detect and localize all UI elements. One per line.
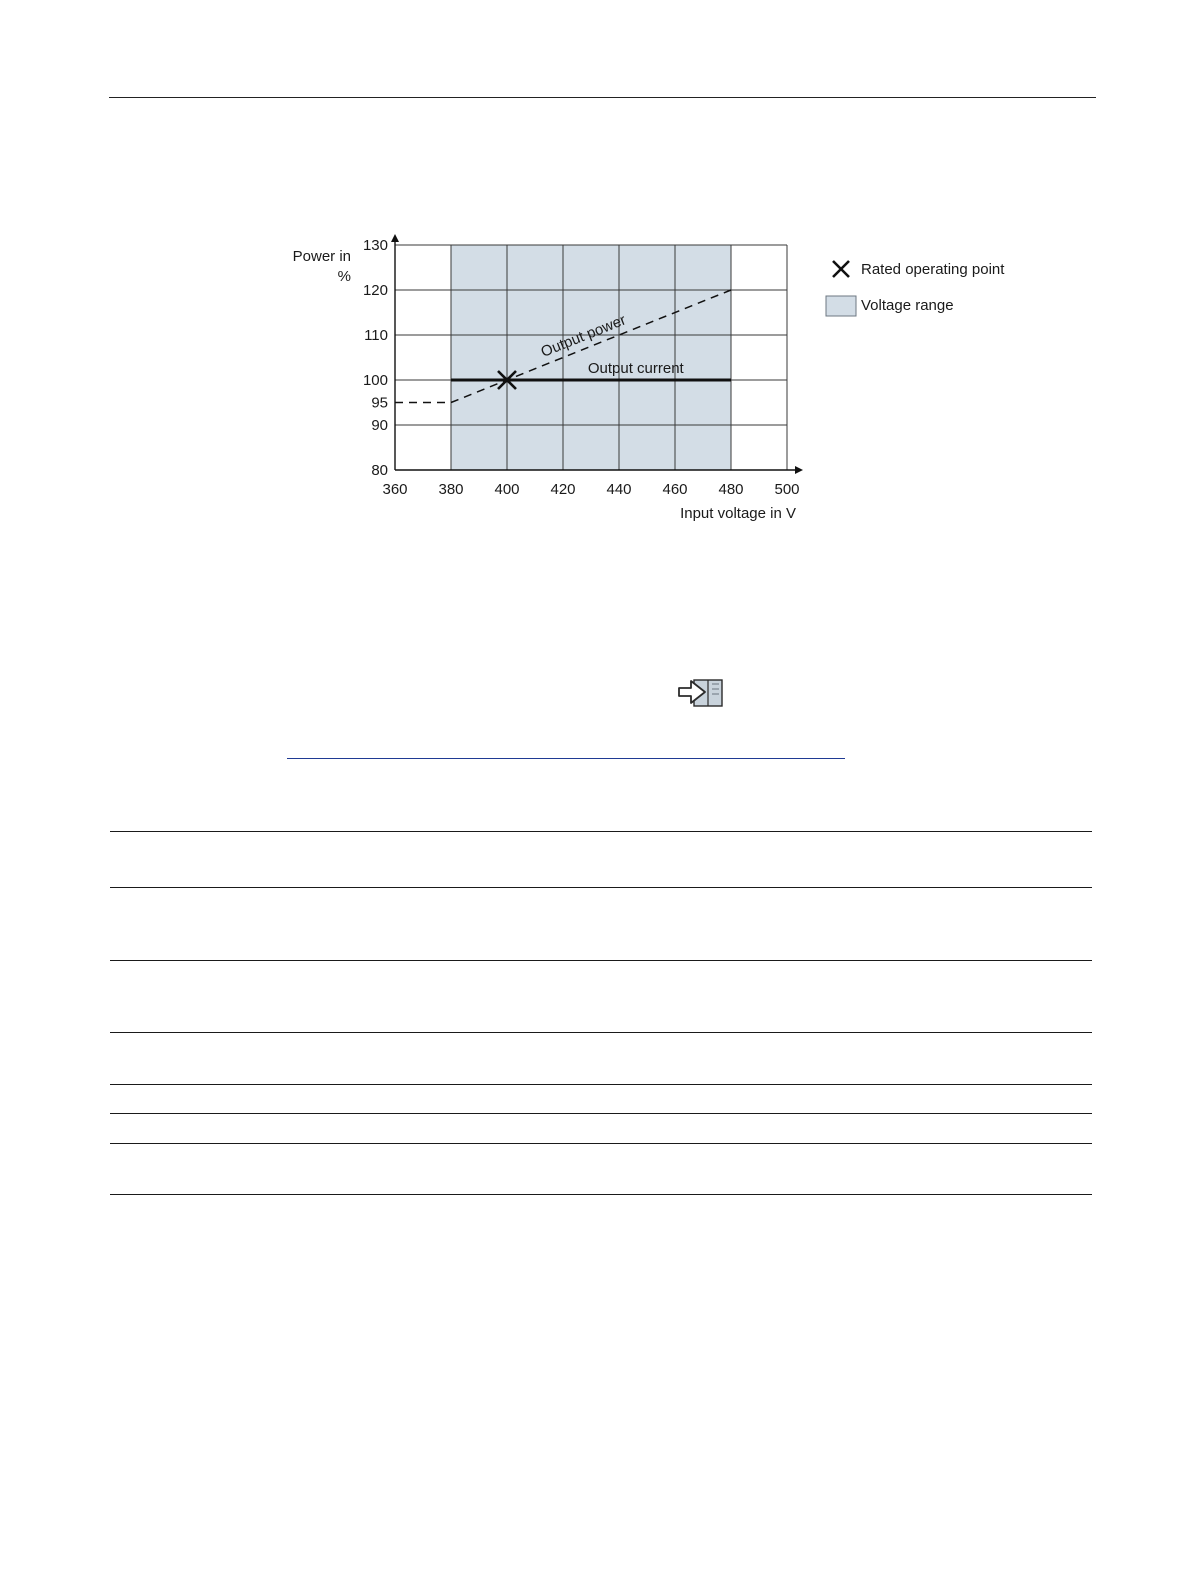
y-tick-80: 80 <box>371 462 388 479</box>
power-voltage-chart <box>270 225 1030 535</box>
output-power-label: Output power <box>538 311 629 361</box>
table-rule-header-bottom <box>110 887 1092 888</box>
y-tick-130: 130 <box>362 237 388 254</box>
table-rule-row-5 <box>110 1143 1092 1144</box>
x-tick-500: 500 <box>774 481 800 498</box>
voltage-range-area <box>451 245 731 470</box>
header-rule <box>109 97 1096 98</box>
legend-voltage-range-swatch <box>826 296 856 316</box>
y-tick-90: 90 <box>371 417 388 434</box>
table-rule-top <box>110 831 1092 832</box>
reference-link-underline[interactable] <box>287 758 845 759</box>
legend-voltage-range: Voltage range <box>861 297 954 314</box>
y-tick-120: 120 <box>362 282 388 299</box>
output-current-label: Output current <box>587 360 684 377</box>
table-rule-row-4 <box>110 1113 1092 1114</box>
y-tick-95: 95 <box>371 394 388 412</box>
x-tick-400: 400 <box>494 481 520 498</box>
voltage-range-shading <box>451 245 731 470</box>
table-rule-row-2 <box>110 1032 1092 1033</box>
y-tick-100: 100 <box>362 372 388 389</box>
y-axis-label-line1: Power in <box>292 248 351 265</box>
y-axis-arrow-icon <box>391 234 399 242</box>
x-tick-420: 420 <box>550 481 576 498</box>
x-tick-360: 360 <box>382 481 408 498</box>
legend-rated-operating-point: Rated operating point <box>861 261 1005 278</box>
table-rule-bottom <box>110 1194 1092 1195</box>
chart-legend <box>826 261 1005 316</box>
y-axis-label-line2: % <box>337 268 351 285</box>
y-tick-110: 110 <box>364 327 388 344</box>
book-arrow-icon[interactable] <box>676 676 726 710</box>
legend-x-marker-icon <box>833 261 849 277</box>
x-tick-440: 440 <box>606 481 632 498</box>
table-rule-row-3 <box>110 1084 1092 1085</box>
x-tick-380: 380 <box>438 481 464 498</box>
table-rule-row-1 <box>110 960 1092 961</box>
x-axis-arrow-icon <box>795 466 803 474</box>
x-tick-480: 480 <box>718 481 744 498</box>
x-tick-460: 460 <box>662 481 688 498</box>
x-axis-label: Input voltage in V <box>680 505 796 522</box>
